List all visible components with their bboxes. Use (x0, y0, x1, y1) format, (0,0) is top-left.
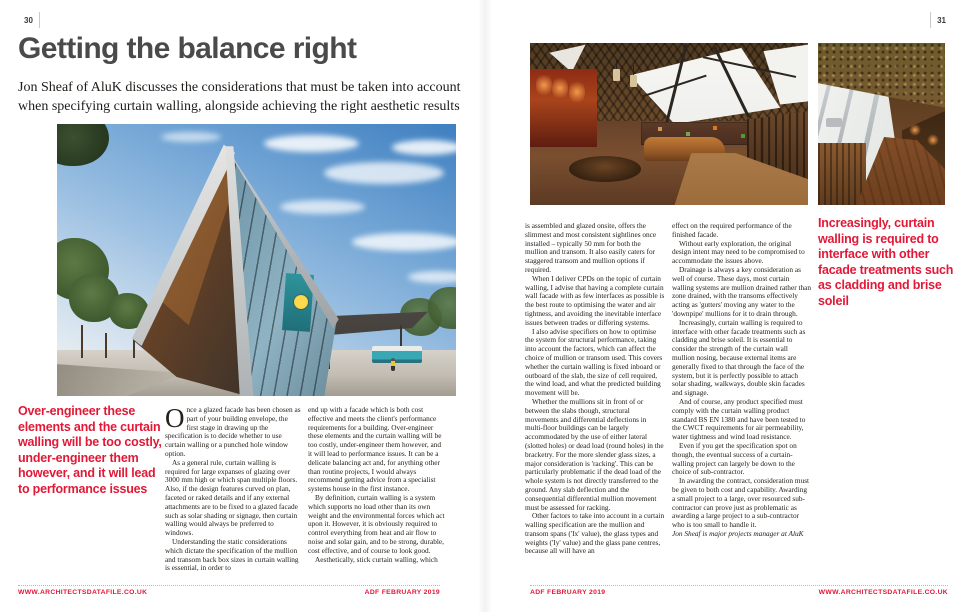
paragraph: end up with a facade which is both cost effective and meets the client's performance requirements for a building. Over-engineer these elements and the curtain walling will be too costly, under-engineer them however, and it will lead to performance issues. It can be a delicate balancing act and, for anything other than routine projects, I would always recommend getting advice from a specialist systems house in the first instance. (308, 406, 442, 494)
paragraph: is assembled and glazed onsite, offers the slimmest and most consistent sightlines once installed – typically 50 mm for both the mullion and transom. It also easily caters for staggered transom and mullion options if required. (525, 222, 657, 274)
footer-website: WWW.ARCHITECTSDATAFILE.CO.UK (818, 589, 948, 596)
paragraph: Aesthetically, stick curtain walling, which (315, 554, 438, 564)
pendant-light (630, 75, 637, 87)
drop-cap: O (165, 406, 185, 433)
paragraph: Drainage is always a key consideration as well of course. These days, most curtain walling systems are mullion drained rather than zone drained, with the transoms effectively acting as 'gutters' moving any water to the 'downpipe' mullions for it to drain through. (672, 264, 812, 318)
paragraph: I also advise specifiers on how to optimise the system for structural performance, taking into account the factors, which can affect the choice of mullion or transom used. This covers whether the curtain walling is fixed inboard or outboard of the slab, the size of cell required, the wind load, and what the predicted building movement will be. (525, 326, 663, 398)
footer-left-page (18, 589, 440, 596)
wall-light (536, 72, 552, 98)
paragraph: As a general rule, curtain walling is required for large expanses of glazing over 3000 mm high or which span multiple floors. Also, if the design features curved on plan, faceted or raked details and if any external attachments are to be fixed to a glazed facade such as solar shading or signage, then curtain walling would always be preferred to windows. (165, 457, 298, 538)
tile (741, 134, 745, 138)
paragraph: Understanding the static considerations which dictate the specification of the mullion and transom back box sizes in curtain walling is essential, in order to (165, 536, 299, 573)
column-paragraphs (525, 222, 665, 556)
pedestrian (391, 358, 395, 371)
photo-glazed-pavilion (57, 124, 456, 396)
table-lamp (927, 134, 939, 146)
article-title: Getting the balance right (18, 32, 357, 65)
pendant-light (613, 69, 620, 81)
paragraph: Without early exploration, the original design intent may need to be compromised to accommodate the issues above. (672, 238, 805, 266)
page-number-text: 31 (937, 15, 946, 25)
standfirst: Jon Sheaf of AluK discusses the considerations that must be taken into account when specifying curtain walling, alongside achieving the right aesthetic results (18, 80, 461, 114)
folio-divider (39, 12, 40, 28)
body-column-3 (525, 222, 665, 556)
paragraph: In awarding the contract, consideration must be given to both cost and capability. Awarding a small project to a large, over resourced sub-contractor can prove just as problematic as awarding a large project to a sub-contractor who is too small to handle it. (672, 476, 810, 530)
folio-divider (930, 12, 931, 28)
timber-slat-wall (818, 143, 866, 205)
paragraph: Whether the mullions sit in front of or between the slabs though, structural movements and differential deflections in multi-floor buildings can be largely accommodated by the use of either lateral (slotted holes) or dead load (round holes) in the bracketry. For the more slender glass sizes, a major consideration is 'racking'. This can be particularly problematic if the dead load of the whole system is not directly transferred to the ground. Any slab deflection and the consequential differential mullion movement must be assessed for racking. (525, 396, 664, 512)
tree-trunk (133, 339, 135, 358)
tree-trunk (81, 325, 83, 358)
tile (713, 126, 717, 130)
footer-rule (530, 585, 948, 586)
body-column-2 (308, 406, 446, 564)
footer-issue: ADF FEBRUARY 2019 (530, 589, 606, 596)
photo-glazed-walkway (818, 43, 945, 205)
bus (372, 346, 422, 364)
photo-restaurant-interior (530, 43, 808, 205)
paragraph: When I deliver CPDs on the topic of curtain walling, I advise that having a complete curtain wall facade with as few interfaces as possible is the best route to optimising the water and air tightness, and avoiding the inevitable interface issues between trades or differing systems. (525, 273, 665, 327)
paragraph: And of course, any product specified must comply with the curtain walling product standard BS EN 1380 and have been tested to the CWCT requirements for air permeability, water tightness and wind load resistance. (672, 396, 806, 442)
cloud (408, 271, 456, 283)
page-number-right (930, 12, 946, 28)
page-number-left (24, 12, 40, 28)
column-paragraphs (672, 222, 812, 530)
author-credit: Jon Sheaf is major projects manager at AluK (672, 528, 804, 538)
column-paragraphs (308, 406, 446, 564)
cloud (324, 162, 444, 184)
tile (658, 127, 662, 131)
footer-right-page (530, 589, 948, 596)
lead-text: nce a glazed facade has been chosen as part of your building envelope, the first stage in drawing up the specification is to decide whether to use curtain walling or a punched hole window option. (165, 406, 301, 458)
paragraph: Even if you get the specification spot on though, the eventual success of a curtain-walling project can largely be down to the choice of sub-contractor. (672, 440, 797, 477)
paragraph: Increasingly, curtain walling is required to interface with other facade treatments such as cladding and brise soleil. It is essential to consider the strength of the curtain wall mullion nosing, because external items are generally fixed to that through the face of the system, but it is perfectly possible to attach solar shading, walkways, double skin facades and signage. (672, 317, 806, 398)
body-column-4 (672, 222, 812, 539)
paragraph: By definition, curtain walling is a system which supports no load other than its own weight and the environmental forces which act upon it. However, it is obviously required to control everything from heat and air flow to noise and solar gain, and to be strong, durable, cost effective, and of course to look good. (308, 492, 445, 555)
cloud (264, 135, 359, 152)
tree-trunk (105, 333, 107, 357)
car-outside (826, 118, 843, 128)
cloud (352, 233, 456, 251)
pull-quote-right: Increasingly, curtain walling is required to interface with other facade treatments such as cladding and brise soleil (818, 216, 954, 308)
right-page (485, 0, 970, 612)
body-column-1 (165, 406, 301, 573)
page-number-text: 30 (24, 15, 33, 25)
footer-issue: ADF FEBRUARY 2019 (364, 589, 440, 596)
wall-light (569, 79, 585, 105)
footer-website: WWW.ARCHITECTSDATAFILE.CO.UK (18, 589, 148, 596)
footer-rule (18, 585, 440, 586)
paragraph: Other factors to take into account in a curtain walling specification are the mullion and transom spans ('Ix' value), the glass types and weights ('Iy' value) and the glass pane centres, because all will have an (525, 511, 665, 556)
tile (686, 132, 690, 136)
pull-quote-left: Over-engineer these elements and the curtain walling will be too costly, under-engineer them however, and it will lead to performance issues (18, 404, 162, 496)
column-paragraphs (165, 459, 301, 573)
page-gutter (478, 0, 492, 612)
lead-paragraph (165, 406, 301, 459)
paragraph: effect on the required performance of the finished facade. (672, 222, 792, 239)
